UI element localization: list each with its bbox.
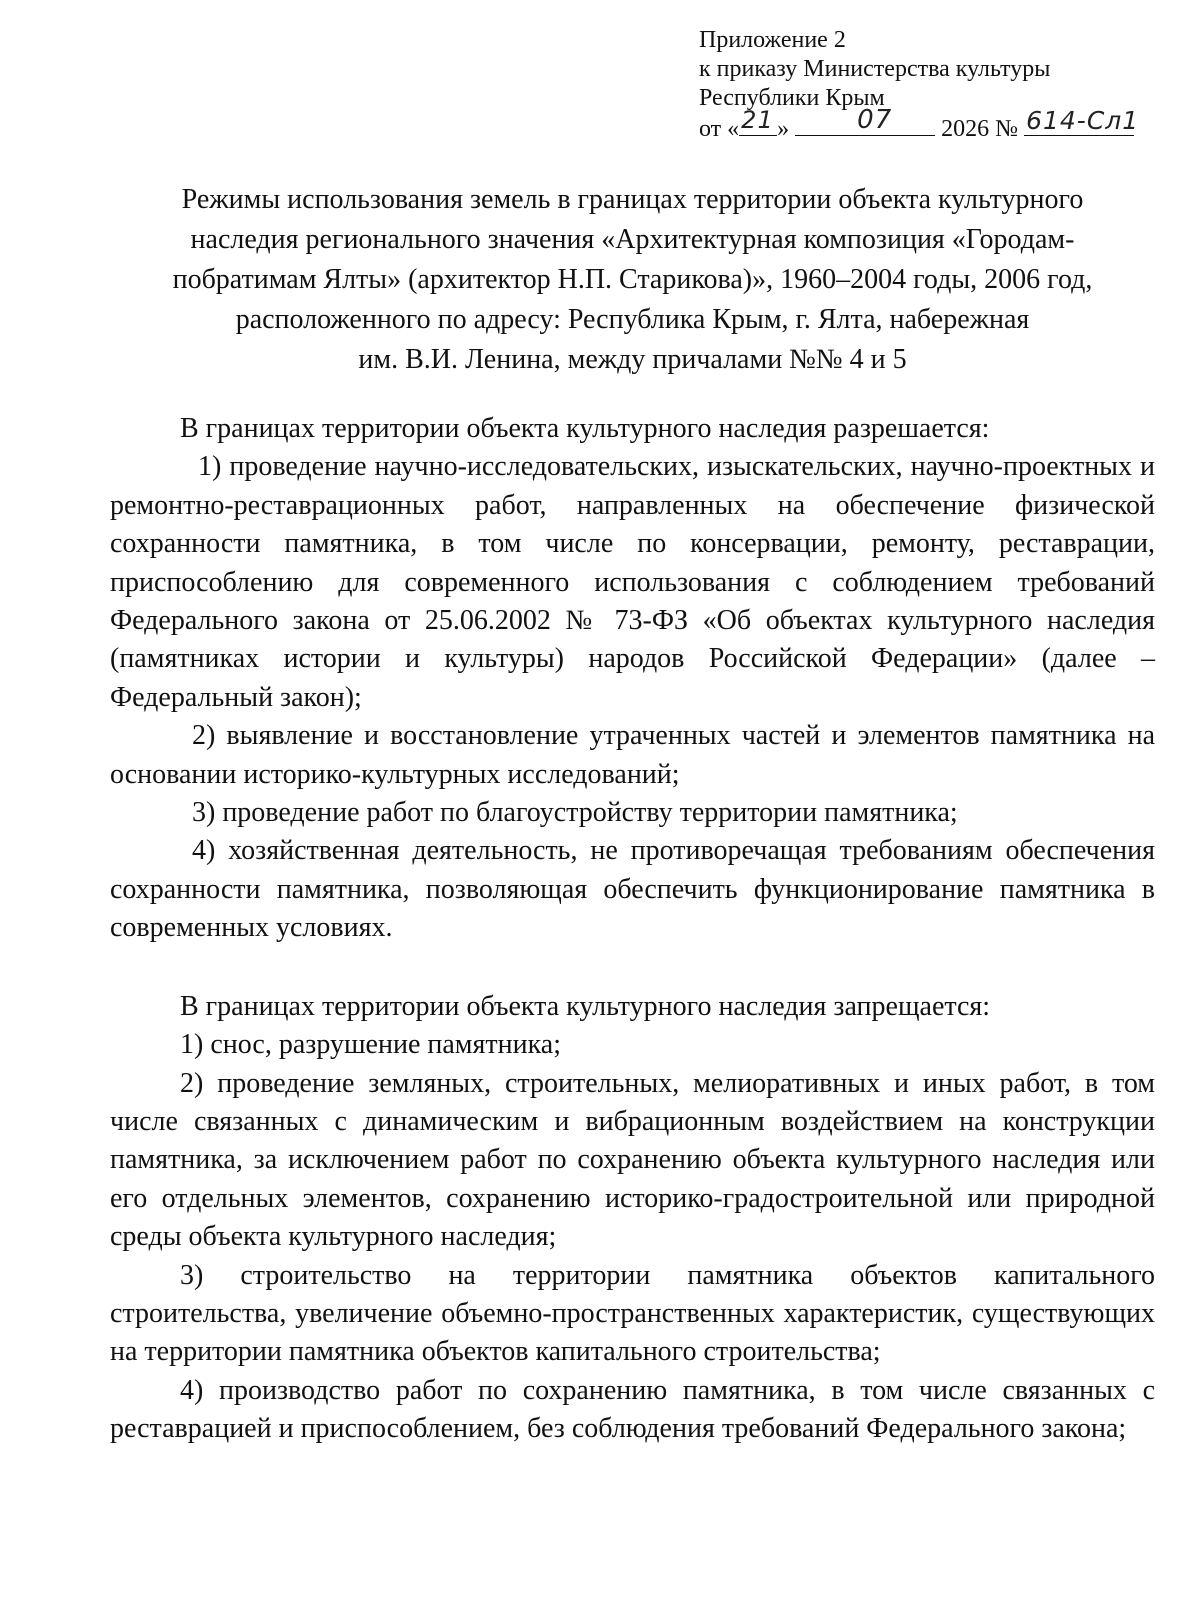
prohibited-item-1: 1) снос, разрушение памятника; <box>180 1029 561 1061</box>
date-month-handwritten: 07 <box>857 105 893 135</box>
title-line-1: Режимы использования земель в границах территории объекта культурного <box>181 184 1084 215</box>
prohibited-item-4: 4) производство работ по сохранению памятника, в том числе связанных с реставрацией и приспособлением, без соблюдения требований Федерального закона; <box>110 1374 1155 1445</box>
date-mid: » <box>777 116 790 142</box>
title-line-5: им. В.И. Ленина, между причалами №№ 4 и 5 <box>358 344 907 375</box>
appendix-ministry: Республики Крым <box>699 85 885 111</box>
appendix-order-ref: к приказу Министерства культуры <box>699 56 1051 82</box>
allowed-item-1: 1) проведение научно-исследовательских, изыскательских, научно-проектных и ремонтно-реставрационных работ, направленных на обеспечение физической сохранности памятника, в том числе по консервации, ремонту, реставрации, приспособлению для современного использования с соблюдением требований Федерального закона от 25.06.2002 № 73-ФЗ «Об объектах культурного наследия (памятниках истории и культуры) народов Российской Федерации» (далее – Федеральный закон); <box>110 451 1155 713</box>
prohibited-heading: В границах территории объекта культурного наследия запрещается: <box>180 990 991 1022</box>
title-line-2: наследия регионального значения «Архитектурная композиция «Городам- <box>190 224 1075 255</box>
order-number-handwritten: 614-Сл1 <box>1026 106 1140 135</box>
prohibited-item-2: 2) проведение земляных, строительных, мелиоративных и иных работ, в том числе связанных с динамическим и вибрационным воздействием на конструкции памятника, за исключением работ по сохранению объекта культурного наследия или его отдельных элементов, сохранению историко-градостроительной или природной среды объекта культурного наследия; <box>110 1067 1155 1253</box>
allowed-item-3: 3) проведение работ по благоустройству территории памятника; <box>192 797 958 829</box>
allowed-item-4: 4) хозяйственная деятельность, не противоречащая требованиям обеспечения сохранности памятника, позволяющая обеспечить функционирование памятника в современных условиях. <box>110 835 1155 944</box>
date-year: 2026 № <box>941 116 1019 142</box>
date-day-handwritten: 21 <box>741 106 774 134</box>
title-line-4: расположенного по адресу: Республика Крым, г. Ялта, набережная <box>235 304 1030 335</box>
title-line-3: побратимам Ялты» (архитектор Н.П. Старикова)», 1960–2004 годы, 2006 год, <box>172 264 1093 295</box>
date-day-blank <box>739 106 777 136</box>
prohibited-item-3: 3) строительство на территории памятника объектов капитального строительства, увеличение объемно-пространственных характеристик, существующих на территории памятника объектов капитального строительства; <box>110 1259 1155 1368</box>
document-body <box>110 410 1155 1449</box>
order-number-blank <box>1024 106 1140 136</box>
document-title <box>110 180 1155 380</box>
appendix-header <box>699 26 1169 144</box>
section-gap <box>110 948 1155 988</box>
appendix-number: Приложение 2 <box>699 27 846 53</box>
allowed-item-2: 2) выявление и восстановление утраченных частей и элементов памятника на основании историко-культурных исследований; <box>110 720 1155 790</box>
appendix-date-line <box>699 105 1169 144</box>
date-prefix: от « <box>699 116 740 142</box>
allowed-heading: В границах территории объекта культурного наследия разрешается: <box>180 413 990 444</box>
date-month-blank <box>795 105 935 136</box>
